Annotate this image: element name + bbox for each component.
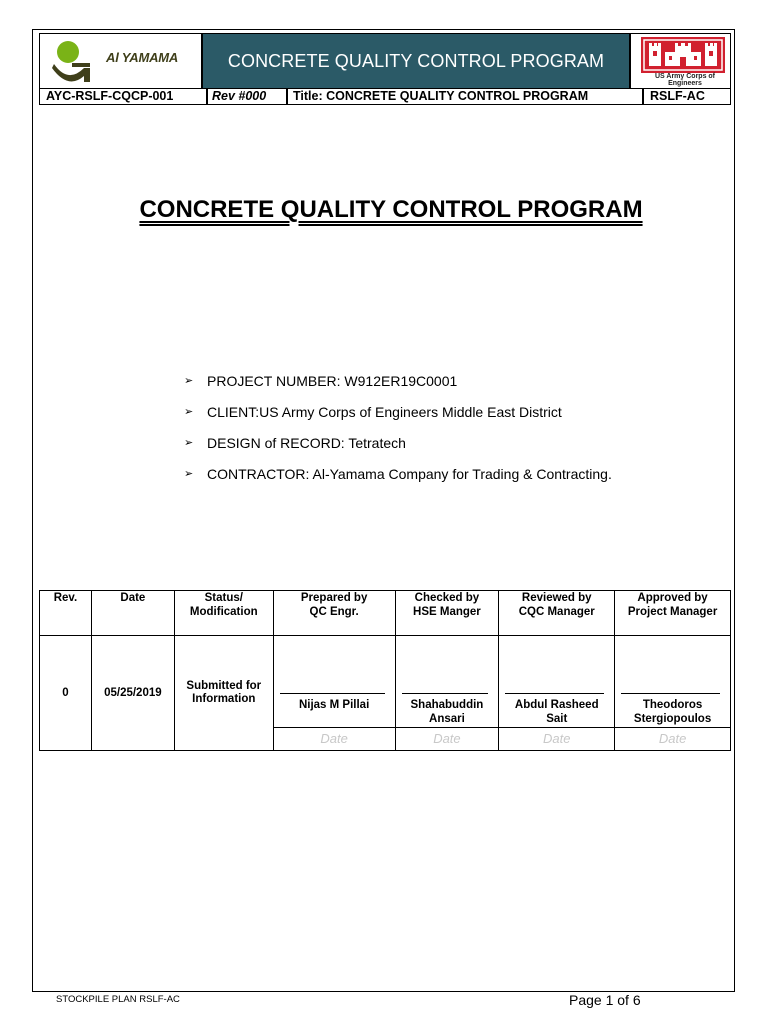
prepared-date-field[interactable]: Date xyxy=(273,728,395,751)
rev-cell: 0 xyxy=(40,636,92,751)
header-title: CONCRETE QUALITY CONTROL PROGRAM xyxy=(202,33,630,89)
footer-document-name: STOCKPILE PLAN RSLF-AC xyxy=(56,994,180,1005)
list-item: ➢ DESIGN of RECORD: Tetratech xyxy=(184,433,612,464)
signature-line xyxy=(505,693,604,694)
arrow-bullet-icon: ➢ xyxy=(184,468,194,480)
list-item: ➢ CONTRACTOR: Al-Yamama Company for Trading & Contracting. xyxy=(184,464,612,495)
header-rev: Rev. xyxy=(40,591,92,636)
al-yamama-emblem-icon xyxy=(50,38,102,86)
header-checked: Checked by HSE Manger xyxy=(395,591,499,636)
arrow-bullet-icon: ➢ xyxy=(184,406,194,418)
al-yamama-logo xyxy=(39,33,202,89)
approved-name: Theodoros Stergiopoulos xyxy=(633,699,712,725)
page-frame xyxy=(32,29,735,992)
header-approved: Approved by Project Manager xyxy=(615,591,731,636)
approved-signature-cell[interactable] xyxy=(615,636,731,728)
signature-line xyxy=(402,693,489,694)
usace-wordmark: US Army Corps of Engineers xyxy=(654,73,716,87)
reviewed-date-field[interactable]: Date xyxy=(499,728,615,751)
document-header xyxy=(39,33,731,89)
header-status: Status/ Modification xyxy=(174,591,273,636)
page-title: CONCRETE QUALITY CONTROL PROGRAM xyxy=(139,196,643,223)
checked-signature-cell[interactable] xyxy=(395,636,499,728)
table-header-row xyxy=(40,591,731,636)
arrow-bullet-icon: ➢ xyxy=(184,437,194,449)
reviewed-signature-cell[interactable] xyxy=(499,636,615,728)
usace-logo xyxy=(630,33,731,89)
header-reviewed: Reviewed by CQC Manager xyxy=(499,591,615,636)
doc-title: Title: CONCRETE QUALITY CONTROL PROGRAM xyxy=(287,88,643,105)
prepared-signature-cell[interactable] xyxy=(273,636,395,728)
doc-code: AYC-RSLF-CQCP-001 xyxy=(39,88,207,105)
signature-line xyxy=(280,693,385,694)
site-code: RSLF-AC xyxy=(643,88,731,105)
list-item: ➢ PROJECT NUMBER: W912ER19C0001 xyxy=(184,371,612,402)
checked-name: Shahabuddin Ansari xyxy=(410,699,484,725)
page-number: Page 1 of 6 xyxy=(569,992,641,1008)
date-cell: 05/25/2019 xyxy=(91,636,174,751)
al-yamama-wordmark: Al YAMAMA xyxy=(106,50,179,65)
revision-number: Rev #000 xyxy=(207,88,287,105)
list-item: ➢ CLIENT:US Army Corps of Engineers Middle East District xyxy=(184,402,612,433)
project-info-list xyxy=(184,371,612,495)
status-cell: Submitted for Information xyxy=(174,636,273,751)
header-prepared: Prepared by QC Engr. xyxy=(273,591,395,636)
reviewed-name: Abdul Rasheed Sait xyxy=(514,699,599,725)
table-row xyxy=(40,636,731,728)
document-info-bar xyxy=(39,88,731,105)
header-date: Date xyxy=(91,591,174,636)
revision-table xyxy=(39,590,731,751)
signature-line xyxy=(621,693,720,694)
approved-date-field[interactable]: Date xyxy=(615,728,731,751)
prepared-name: Nijas M Pillai xyxy=(298,699,370,711)
checked-date-field[interactable]: Date xyxy=(395,728,499,751)
arrow-bullet-icon: ➢ xyxy=(184,375,194,387)
usace-castle-icon xyxy=(641,37,725,73)
